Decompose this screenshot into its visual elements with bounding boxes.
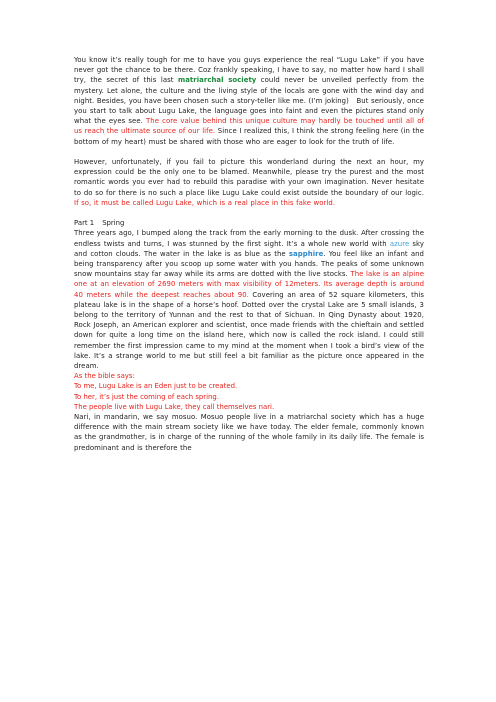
text-run: You know it’s really tough for me to have you guys experience the real “Lugu Lake” if you have never got the chance to be there. Coz frankly speaking, I have to say, no matter how hard I shall try, the secret of this last [74,56,424,85]
mosuo-paragraph: Nari, in mandarin, we say mosuo. Mosuo people live in a matriarchal society which has a huge difference with the main stream society like we have today. The elder female, commonly known as the grandmother, is in charge of the running of the whole family in its daily life. The female is predominant and is therefore the [74,413,424,452]
text-run: sky and cotton clouds. The water in the lake is as blue as the [74,239,424,258]
highlight-azure: azure [389,239,410,248]
text-run: Three years ago, I bumped along the track from the early morning to the dusk. After crossing the endless twists and turns, I was stunned by the first sight. It’s a whole new world with [74,229,424,248]
imagination-paragraph [74,157,424,208]
highlight-core-value: The core value behind this unique culture may hardly be touched until all of us reach the ultimate source of our life. [74,117,425,136]
bible-line: As the bible says: [74,372,135,381]
paragraph-gap [74,208,424,218]
section-name: Spring [102,219,125,228]
text-run: Since I realized this, I think the strong feeling here (in the bottom of my heart) must be shared with those who are eager to look for the truth of life. [74,127,424,146]
bible-line: The people live with Lugu Lake, they call themselves nari. [74,402,275,411]
text-run: However, unfortunately, if you fail to picture this wonderland during the next an hour, my expression could be the only one to be blamed. Meanwhile, please try the purest and the most romantic words you ever had to rebuild this paradise with your own imagination. Never hesitate to do so for there is no such a place like Lugu Lake could exist outside the boundary of our logic. [74,158,424,197]
highlight-matriarchal-society: matriarchal society [177,76,257,85]
highlight-lake-facts: The lake is an alpine one at an elevation of 2690 meters with max visibility of 12meters. Its average depth is around 40 meters while the deepest reaches about 90. [74,270,424,299]
text-run: Covering an area of 52 square kilometers, this plateau lake is in the shape of a horse’s hoof. Dotted over the crystal Lake are 5 small islands, 3 belong to the territory of Yunnan and the rest to that of Sichuan. In Qing Dynasty about 1920, Rock Joseph, an American explorer and scientist, once made friends with the chieftain and settled down for quite a long time on the island here, which now is called the rock island. I could still remember the first impression came to my mind at the moment when I took a bird’s view of the lake. It’s a strange world to me but still feel a bit familiar as the picture once appeared in the dream. [74,290,424,371]
highlight-sapphire: sapphire [288,249,324,258]
text-run: . You feel like an infant and being transparency after you scoop up some water with you hands. The peaks of some unknown snow mountains stay far away while its arms are dotted with the live stocks. [74,249,424,279]
section-number: Part 1 [74,219,95,228]
section-heading-part-1 [74,218,424,228]
bible-line: To her, it’s just the coming of each spring. [74,392,219,401]
bible-line: To me, Lugu Lake is an Eden just to be created. [74,382,238,391]
highlight-real-place: If so, it must be called Lugu Lake, which is a real place in this fake world. [74,198,336,207]
spring-paragraph [74,228,424,371]
intro-paragraph [74,55,424,147]
text-run: could never be unveiled perfectly from the mystery. Let alone, the culture and the living style of the locals are gone with the wind day and night. Besides, you have been chosen such a story-teller like me. (I’m joking) But seriously, once you start to talk about Lugu Lake, the language goes into faint and even the pictures stand only what the eyes see. [74,76,425,126]
paragraph-gap [74,147,424,157]
